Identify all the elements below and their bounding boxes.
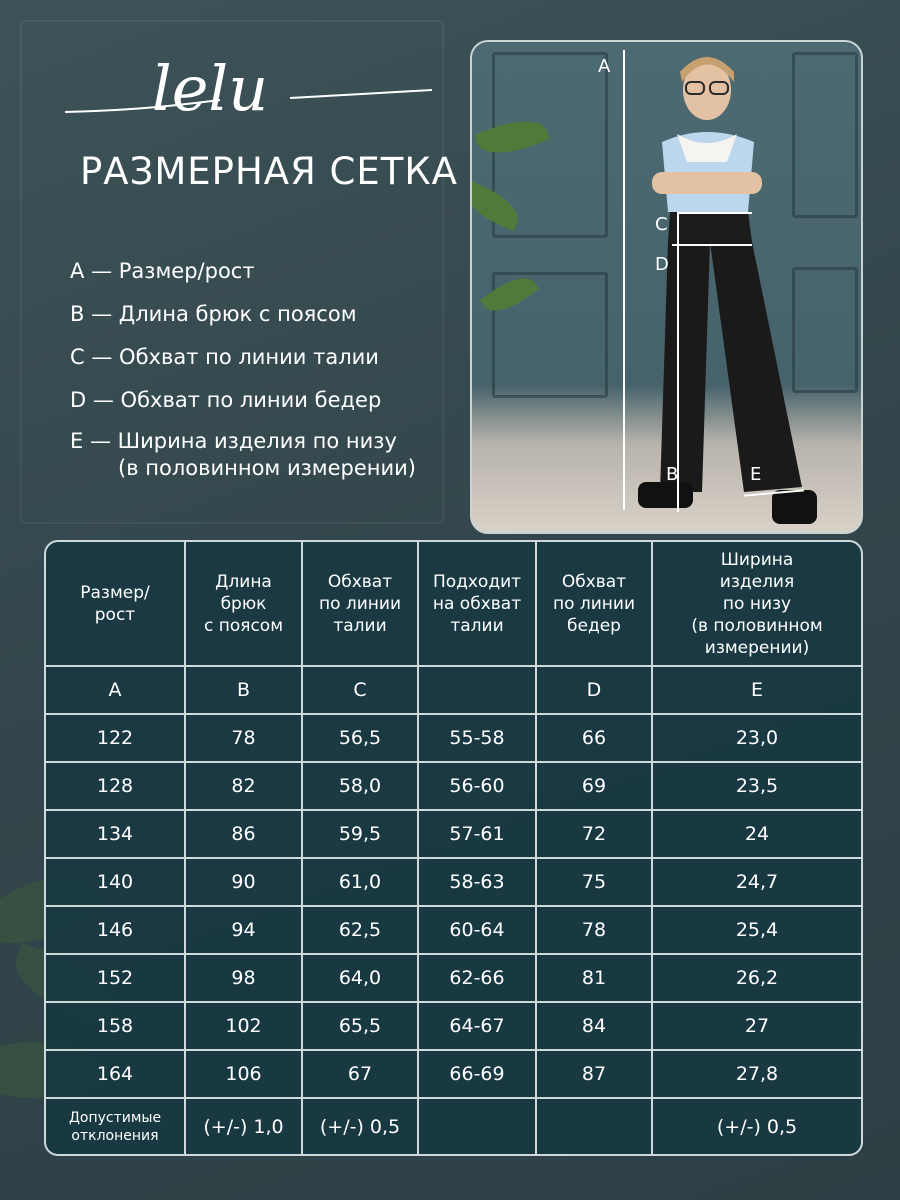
measure-line-a <box>623 50 625 510</box>
letter-cell <box>418 666 536 714</box>
table-cell: 82 <box>185 762 302 810</box>
measurement-legend <box>70 250 450 482</box>
table-cell: 27 <box>652 1002 861 1050</box>
legend-item-c: C — Обхват по линии талии <box>70 345 379 369</box>
table-cell: 58,0 <box>302 762 418 810</box>
table-cell: 64,0 <box>302 954 418 1002</box>
tolerance-e: (+/-) 0,5 <box>652 1098 861 1154</box>
table-cell: 87 <box>536 1050 652 1098</box>
letter-cell: A <box>46 666 185 714</box>
table-cell: 69 <box>536 762 652 810</box>
table-cell: 62-66 <box>418 954 536 1002</box>
page-title: РАЗМЕРНАЯ СЕТКА <box>80 150 458 193</box>
tolerance-c: (+/-) 0,5 <box>302 1098 418 1154</box>
table-cell: 86 <box>185 810 302 858</box>
table-cell: 78 <box>185 714 302 762</box>
letter-cell: C <box>302 666 418 714</box>
table-cell: 56-60 <box>418 762 536 810</box>
table-cell: 164 <box>46 1050 185 1098</box>
marker-a: A <box>598 56 611 77</box>
table-cell: 72 <box>536 810 652 858</box>
marker-c: C <box>655 214 668 235</box>
legend-item-d: D — Обхват по линии бедер <box>70 388 382 412</box>
measure-line-c <box>677 212 752 214</box>
table-cell: 66 <box>536 714 652 762</box>
table-cell: 140 <box>46 858 185 906</box>
letter-cell: B <box>185 666 302 714</box>
header-fits-waist: Подходит на обхват талии <box>418 542 536 666</box>
table-row <box>46 762 861 810</box>
legend-item-e: E — Ширина изделия по низу (в половинном измерении) <box>70 429 416 480</box>
table-cell: 128 <box>46 762 185 810</box>
table-cell: 61,0 <box>302 858 418 906</box>
tolerance-row <box>46 1098 861 1154</box>
size-table <box>44 540 863 1156</box>
table-cell: 94 <box>185 906 302 954</box>
measure-line-d <box>672 244 752 246</box>
table-cell: 98 <box>185 954 302 1002</box>
table-cell: 56,5 <box>302 714 418 762</box>
table-cell: 84 <box>536 1002 652 1050</box>
brand-logo <box>60 50 440 140</box>
table-cell: 24,7 <box>652 858 861 906</box>
legend-item-a: A — Размер/рост <box>70 259 255 283</box>
table-row <box>46 810 861 858</box>
tolerance-b: (+/-) 1,0 <box>185 1098 302 1154</box>
table-cell: 25,4 <box>652 906 861 954</box>
logo-text: lelu <box>151 52 269 125</box>
table-cell: 23,0 <box>652 714 861 762</box>
table-cell: 60-64 <box>418 906 536 954</box>
table-cell: 62,5 <box>302 906 418 954</box>
table-row <box>46 858 861 906</box>
table-cell: 57-61 <box>418 810 536 858</box>
model-figure <box>472 42 861 532</box>
header-waist: Обхват по линии талии <box>302 542 418 666</box>
table-cell: 27,8 <box>652 1050 861 1098</box>
table-cell: 134 <box>46 810 185 858</box>
table-cell: 158 <box>46 1002 185 1050</box>
table-cell: 146 <box>46 906 185 954</box>
table-row <box>46 1050 861 1098</box>
header-hips: Обхват по линии бедер <box>536 542 652 666</box>
table-cell: 78 <box>536 906 652 954</box>
tolerance-empty <box>536 1098 652 1154</box>
table-row <box>46 906 861 954</box>
table-cell: 64-67 <box>418 1002 536 1050</box>
table-cell: 55-58 <box>418 714 536 762</box>
table-cell: 67 <box>302 1050 418 1098</box>
header-length: Длина брюк с поясом <box>185 542 302 666</box>
table-cell: 65,5 <box>302 1002 418 1050</box>
table-cell: 152 <box>46 954 185 1002</box>
table-cell: 58-63 <box>418 858 536 906</box>
header-width: Ширина изделия по низу (в половинном измерении) <box>652 542 861 666</box>
marker-b: B <box>666 464 679 485</box>
table-row <box>46 1002 861 1050</box>
header-size: Размер/ рост <box>46 542 185 666</box>
table-cell: 90 <box>185 858 302 906</box>
table-cell: 23,5 <box>652 762 861 810</box>
tolerance-label: Допустимые отклонения <box>46 1098 185 1154</box>
table-cell: 106 <box>185 1050 302 1098</box>
tolerance-empty <box>418 1098 536 1154</box>
letter-cell: D <box>536 666 652 714</box>
product-photo <box>470 40 863 534</box>
table-cell: 75 <box>536 858 652 906</box>
table-cell: 122 <box>46 714 185 762</box>
table-cell: 66-69 <box>418 1050 536 1098</box>
table-row <box>46 954 861 1002</box>
table-letter-row <box>46 666 861 714</box>
table-row <box>46 714 861 762</box>
table-cell: 26,2 <box>652 954 861 1002</box>
table-cell: 24 <box>652 810 861 858</box>
table-cell: 102 <box>185 1002 302 1050</box>
table-cell: 81 <box>536 954 652 1002</box>
marker-d: D <box>655 254 669 275</box>
legend-item-b: B — Длина брюк с поясом <box>70 302 357 326</box>
table-cell: 59,5 <box>302 810 418 858</box>
table-header-row <box>46 542 861 666</box>
marker-e: E <box>750 464 762 485</box>
letter-cell: E <box>652 666 861 714</box>
